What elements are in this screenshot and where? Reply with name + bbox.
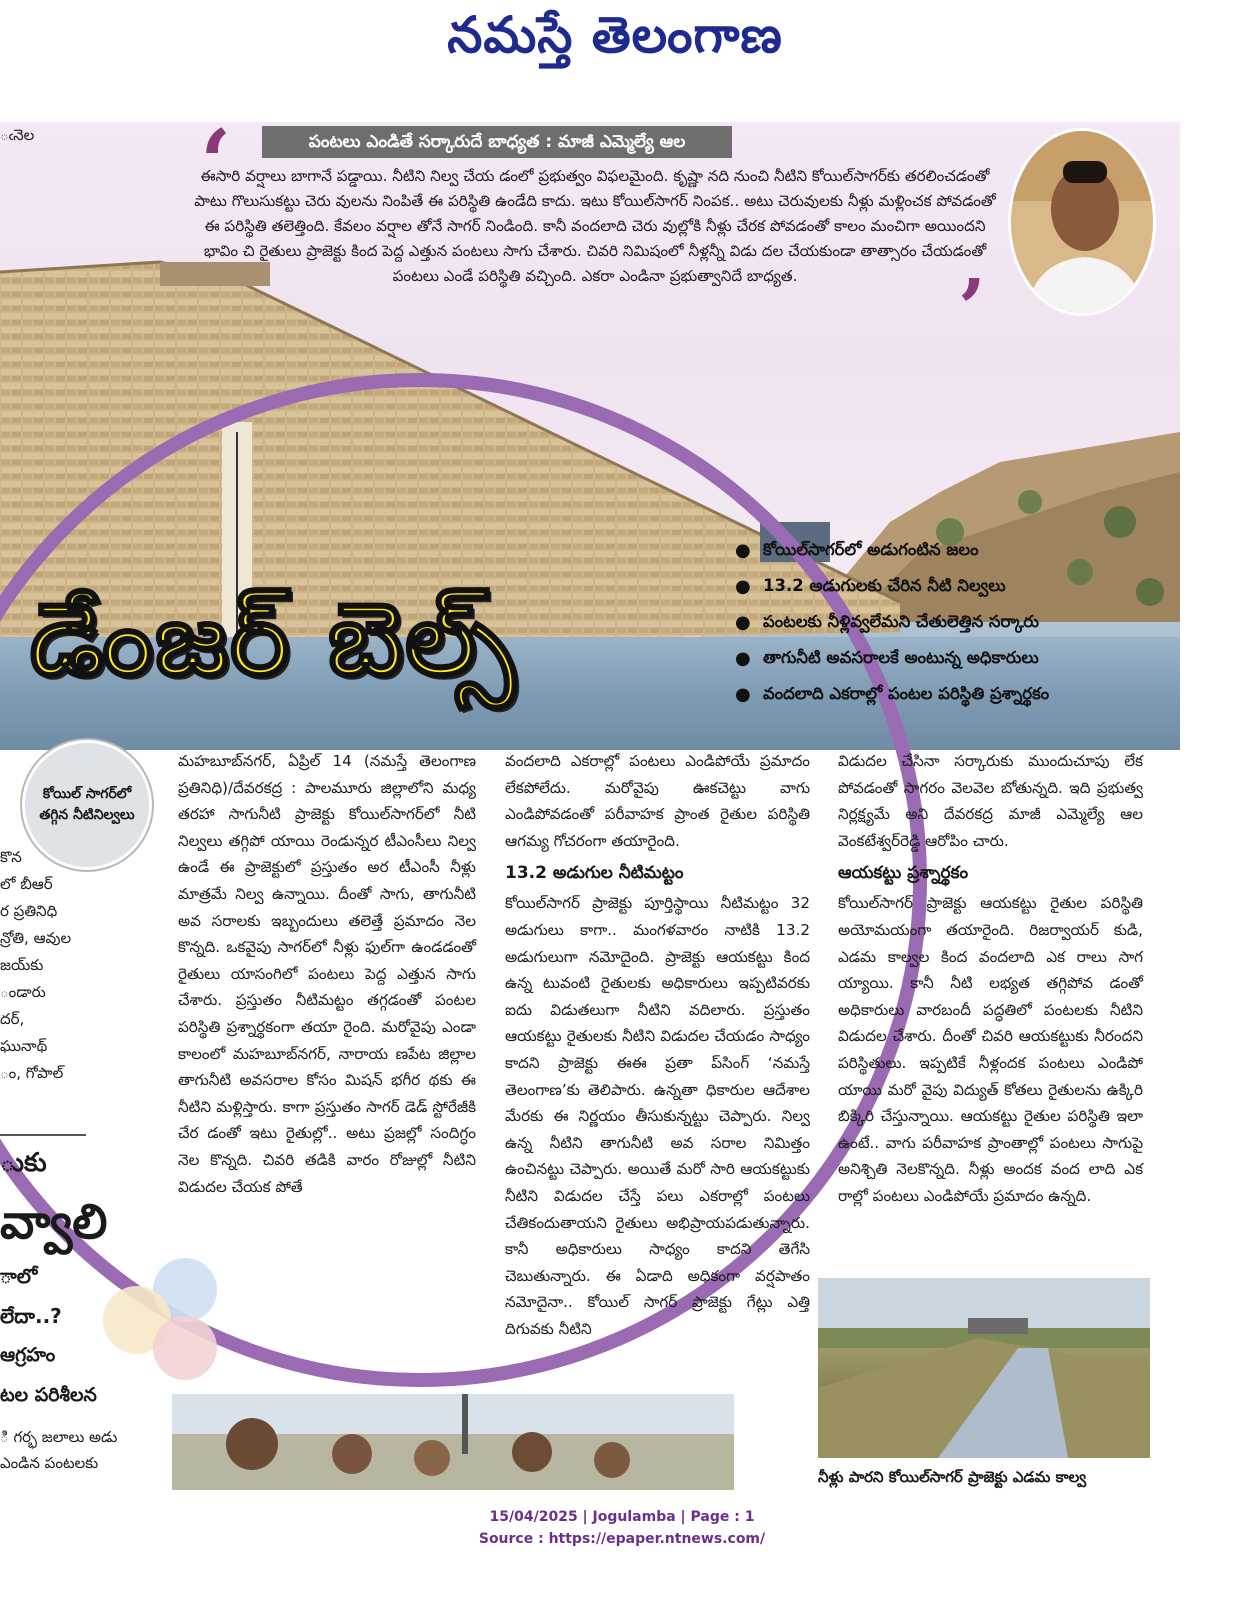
left-fragment: ర ప్రతినిధి bbox=[0, 902, 58, 920]
left-column-top bbox=[0, 122, 90, 149]
canal-photo bbox=[818, 1278, 1150, 1458]
bullet-dot-icon: ● bbox=[735, 540, 751, 561]
quote-open-mark: ‘ bbox=[200, 110, 232, 216]
left-headline-line: టల పరిశీలన bbox=[0, 1384, 97, 1406]
quote-label: పంటలు ఎండితే సర్కారుదే బాధ్యత : మాజీ ఎమ్మెల్యే ఆల bbox=[262, 126, 732, 158]
circle-caption: కోయిల్ సాగర్‌లో తగ్గిన నీటినిల్వలు bbox=[22, 740, 152, 870]
quote-close-mark: ’ bbox=[958, 261, 986, 355]
bullet-dot-icon: ● bbox=[735, 684, 751, 705]
left-fragment: న్రోతి, ఆవుల bbox=[0, 929, 72, 947]
people-image bbox=[172, 1394, 734, 1490]
person-icon bbox=[1011, 131, 1156, 316]
bullet-dot-icon: ● bbox=[735, 648, 751, 669]
bullet-dot-icon: ● bbox=[735, 612, 751, 633]
bullet-dot-icon: ● bbox=[735, 576, 751, 597]
left-fragment: ఘునాథ్ bbox=[0, 1037, 48, 1055]
bullet-text: 13.2 అడుగులకు చేరిన నీటి నిల్వలు bbox=[763, 576, 1006, 595]
masthead bbox=[0, 0, 1244, 118]
left-headline-line: లేదా..? bbox=[0, 1304, 62, 1328]
left-fragment: ం, గోపాల్ bbox=[0, 1064, 64, 1082]
left-fragment: జయ్‌కు bbox=[0, 956, 44, 974]
article-paragraph: కోయిల్‌సాగర్ ప్రాజెక్టు పూర్తిస్థాయి నీటిమట్టం 32 అడుగులు కాగా.. మంగళవారం నాటికి 13.2 అడుగులుగా నమోదైంది. ప్రాజెక్టు ఆయకట్టు కింద ఉన్న టువంటి రైతులకు అధికారులు ఇప్పటివరకు ఐదు విడుతలుగా నీటిని వదిలారు. ప్రస్తుతం ఆయకట్టు రైతులకు నీటిని విడుదల చేయడం సాధ్యం కాదని ప్రాజెక్టు ఈఈ ప్రతా ప్‌సింగ్ ‘నమస్తే తెలంగాణ’కు తెలిపారు. ఉన్నతా ధికారుల ఆదేశాల మేరకు ఈ నిర్ణయం తీసుకున్నట్టు చెప్పారు. నిల్వ ఉన్న నీటిని తాగునీటి అవ సరాల నిమిత్తం ఉంచినట్టు చెప్పారు. అయితే మరో సారి ఆయకట్టుకు నీటిని విడుదల చేస్తే పలు ఎకరాల్లో పంటలు చేతికందుతాయని రైతులు అభిప్రాయపడుతున్నారు. కానీ అధికారులు సాధ్యం కాదని తెగేసి చెబుతున్నారు. ఈ ఏడాది అధికంగా వర్షపాతం నమోదైనా.. కోయిల్ సాగర్ ప్రాజెక్టు గేట్లు ఎత్తి దిగువకు నీటిని bbox=[505, 894, 810, 1338]
article-subhead: ఆయకట్టు ప్రశ్నార్థకం bbox=[838, 863, 969, 884]
article-paragraph: విడుదల చేసినా సర్కారుకు ముందుచూపు లేక పోవడంతో సాగరం వెలవెల బోతున్నది. ఇది ప్రభుత్వ నిర్లక్ష్యమే అని దేవరకద్ర మాజీ ఎమ్మెల్యే ఆల వెంకటేశ్వర్‌రెడ్డి ఆరోపిం చారు. bbox=[838, 752, 1143, 850]
footer bbox=[0, 1506, 1244, 1550]
left-headline-line: ఆగ్రహం bbox=[0, 1344, 56, 1366]
left-fragment: దర్, bbox=[0, 1010, 25, 1028]
portrait-photo bbox=[1008, 128, 1156, 316]
left-body-line: ఎండిన పంటలకు bbox=[0, 1454, 99, 1472]
left-fragment: లో బీఆర్ bbox=[0, 875, 53, 893]
footer-date-line: 15/04/2025 | Jogulamba | Page : 1 bbox=[489, 1509, 755, 1525]
bullet-text: పంటలకు నీళ్లివ్వలేమని చేతులెత్తిన సర్కారు bbox=[763, 612, 1039, 631]
left-headline-line: ుకు bbox=[0, 1148, 47, 1178]
bullet-text: వందలాది ఎకరాల్లో పంటల పరిస్థితి ప్రశ్నార్థకం bbox=[763, 684, 1050, 703]
article-column-3 bbox=[838, 748, 1143, 1210]
bullet-item bbox=[735, 648, 1155, 684]
bullet-item bbox=[735, 612, 1155, 648]
article-column-1 bbox=[178, 748, 476, 1200]
bullet-item bbox=[735, 576, 1155, 612]
left-fragment: కొన bbox=[0, 848, 22, 866]
left-fragment-top: ఁనెల bbox=[0, 126, 35, 144]
people-photo bbox=[172, 1394, 734, 1490]
quote-text: ఈసారి వర్షాలు బాగానే పడ్డాయి. నీటిని నిల్వ చేయ డంలో ప్రభుత్వం విఫలమైంది. కృష్ణా నది నుంచి నీటిని కోయిల్‌సాగర్‌కు తరలించడంతో పాటు గొలుసుకట్టు చెరు వులను నింపితే ఈ పరిస్థితి ఉండేది కాదు. ఇటు కోయిల్‌సాగర్ నింపక.. అటు చెరువులకు నీళ్లు మళ్లించక పోవడంతో ఈ పరిస్థితి తలెత్తింది. కేవలం వర్షాల తోనే సాగర్ నిండింది. కానీ వందలాది చెరు వుల్లోకి నీళ్లు చేరక పోవడంతో కాలం మంచిగా అయిందని భావిం చి రైతులు ప్రాజెక్టు కింద పెద్ద ఎత్తున పంటలు సాగు చేశారు. చివరి నిమిషంలో నీళ్లన్నీ విడు దల చేయకుండా తాత్సారం చేయడంతో పంటలు ఎండే పరిస్థితి వచ్చింది. ఎకరా ఎండినా ప్రభుత్వానిదే బాధ్యత. bbox=[194, 167, 996, 285]
left-headline-line: వ్వాలి bbox=[0, 1194, 108, 1250]
highlight-bullets bbox=[735, 540, 1155, 720]
article-paragraph: వందలాది ఎకరాల్లో పంటలు ఎండిపోయే ప్రమాదం లేకపోలేదు. మరోవైపు ఊకచెట్టు వాగు ఎండిపోవడంతో పరీవాహక ప్రాంత రైతుల పరిస్థితి ఆగమ్య గోచరంగా తయారైంది. bbox=[505, 752, 810, 850]
article-subhead: 13.2 అడుగుల నీటిమట్టం bbox=[505, 863, 684, 884]
photo-caption: నీళ్లు పారని కోయిల్‌సాగర్ ప్రాజెక్టు ఎడమ కాల్వ bbox=[818, 1468, 1087, 1486]
canal-image bbox=[818, 1278, 1150, 1458]
left-headline-line: ాలో bbox=[0, 1264, 38, 1288]
article-paragraph: మహబూబ్‌నగర్, ఏప్రిల్ 14 (నమస్తే తెలంగాణ ప్రతినిధి)/దేవరకద్ర : పాలమూరు జిల్లాలోని మధ్య తరహా సాగునీటి ప్రాజెక్టు కోయిల్‌సాగర్‌లో నీటి నిల్వలు తగ్గిపో యాయి రెండున్నర టీఎంసీలు నిల్వ ఉండే ఈ ప్రాజెక్టులో ప్రస్తుతం అర టీఎంసీ నీళ్లు మాత్రమే నిల్వ ఉన్నాయి. దీంతో సాగు, తాగునీటి అవ సరాలకు ఇబ్బందులు తలెత్తే ప్రమాదం నెల కొన్నది. ఒకవైపు సాగర్‌లో నీళ్లు ఫుల్‌గా ఉండడంతో రైతులు యాసంగిలో పంటలు పెద్ద ఎత్తున సాగు చేశారు. ప్రస్తుతం నీటిమట్టం తగ్గడంతో పంటల పరిస్థితి ప్రశ్నార్థకంగా తయా రైంది. మరోవైపు ఎండా కాలంలో మహబూబ్‌నగర్, నారాయ ణపేట జిల్లాల తాగునీటి అవసరాల కోసం మిషన్ భగీర థకు ఈ నీటిని మళ్లిస్తారు. కాగా ప్రస్తుతం సాగర్ డెడ్ స్టోరేజీకి చేర డంతో ఇటు రైతుల్లో.. అటు ప్రజల్లో సందిగ్ధం నెల కొన్నది. చివరి తడికి వారం రోజుల్లో నీటిని విడుదల చేయక పోతే bbox=[178, 752, 476, 1196]
bullet-item bbox=[735, 540, 1155, 576]
bullet-text: కోయిల్‌సాగర్‌లో అడుగంటిన జలం bbox=[763, 540, 979, 559]
left-body-line: ి గర్భ జలాలు అడు bbox=[0, 1428, 118, 1446]
left-divider bbox=[0, 1134, 86, 1136]
article-paragraph: కోయిల్‌సాగర్ ప్రాజెక్టు ఆయకట్టు రైతుల పరిస్థితి అయోమయంగా తయారైంది. రిజర్వాయర్ కుడి, ఎడమ కాల్వల కింద వందలాది ఎక రాలు సాగ య్యాయి. కానీ నీటి లభ్యత తగ్గిపోవ డంతో అధికారులు వారబందీ పద్ధతిలో పంటలకు నీటిని విడుదల చేశారు. దీంతో చివరి ఆయకట్టుకు నీరందని పరిస్థితులు. ఇప్పటికే నీళ్లందక పంటలు ఎండిపో యాయి మరో వైపు విద్యుత్ కోతలు రైతులను ఉక్కిరి బిక్కిరి చేస్తున్నాయి. ఆయకట్టు రైతుల పరిస్థితి ఇలా ఉంటే.. వాగు పరీవాహక ప్రాంతాల్లో పంటలు సాగుపై అనిశ్చితి నెలకొన్నది. నీళ్లు అందక వంద లాది ఎక రాల్లో పంటలు ఎండిపోయే ప్రమాదం ఉన్నది. bbox=[838, 894, 1143, 1205]
bullet-text: తాగునీటి అవసరాలకే అంటున్న అధికారులు bbox=[763, 648, 1039, 667]
headline: డేంజర్ బెల్స్ bbox=[30, 581, 517, 698]
left-fragment: ండారు bbox=[0, 983, 46, 1001]
article-column-2 bbox=[505, 748, 810, 1342]
footer-source-link[interactable]: Source : https://epaper.ntnews.com/ bbox=[478, 1531, 766, 1547]
left-story-fragment bbox=[0, 1148, 150, 1480]
masthead-title: నమస్తే తెలంగాణ bbox=[447, 6, 783, 64]
bullet-item bbox=[735, 684, 1155, 720]
